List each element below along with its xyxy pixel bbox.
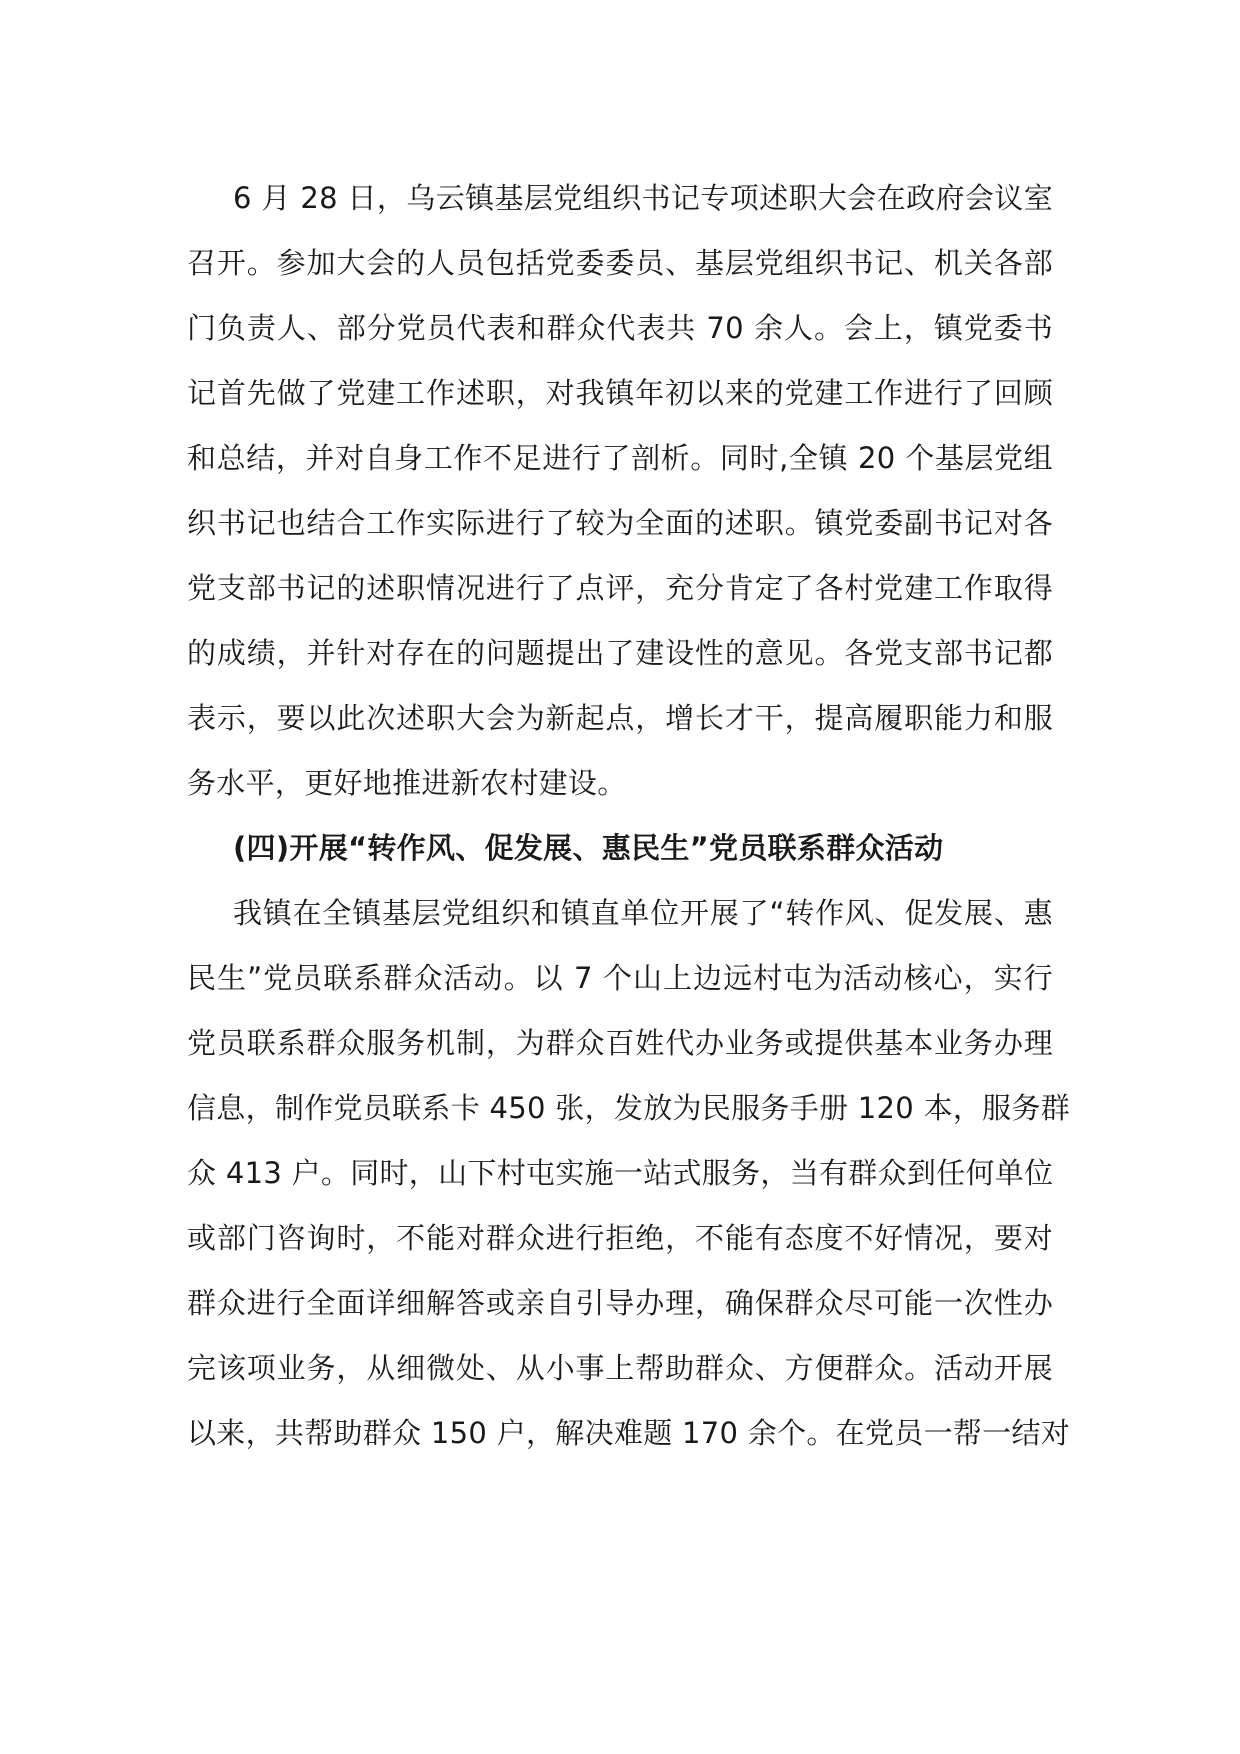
text-line: 记首先做了党建工作述职，对我镇年初以来的党建工作进行了回顾 xyxy=(187,376,1053,410)
text-line: 召开。参加大会的人员包括党委委员、基层党组织书记、机关各部 xyxy=(187,246,1053,280)
text-line: 众 413 户。同时，山下村屯实施一站式服务，当有群众到任何单位 xyxy=(187,1156,1054,1190)
text-line: 织书记也结合工作实际进行了较为全面的述职。镇党委副书记对各 xyxy=(187,506,1053,540)
section-heading: (四)开展“转作风、促发展、惠民生”党员联系群众活动 xyxy=(233,831,944,865)
text-line: 或部门咨询时，不能对群众进行拒绝，不能有态度不好情况，要对 xyxy=(187,1221,1053,1255)
text-line: 和总结，并对自身工作不足进行了剖析。同时,全镇 20 个基层党组 xyxy=(187,441,1053,475)
text-line: 务水平，更好地推进新农村建设。 xyxy=(187,766,627,800)
text-line: 6 月 28 日，乌云镇基层党组织书记专项述职大会在政府会议室 xyxy=(233,181,1053,215)
paragraph-meeting xyxy=(187,166,1053,816)
paragraph-activity xyxy=(187,881,1071,1466)
text-line: 门负责人、部分党员代表和群众代表共 70 余人。会上，镇党委书 xyxy=(187,311,1053,345)
text-line: 党支部书记的述职情况进行了点评，充分肯定了各村党建工作取得 xyxy=(187,571,1053,605)
text-line: 的成绩，并针对存在的问题提出了建设性的意见。各党支部书记都 xyxy=(187,636,1053,670)
text-line: 党员联系群众服务机制，为群众百姓代办业务或提供基本业务办理 xyxy=(187,1026,1053,1060)
text-line: 完该项业务，从细微处、从小事上帮助群众、方便群众。活动开展 xyxy=(187,1351,1053,1385)
text-line: 我镇在全镇基层党组织和镇直单位开展了“转作风、促发展、惠 xyxy=(233,896,1053,930)
text-line: 群众进行全面详细解答或亲自引导办理，确保群众尽可能一次性办 xyxy=(187,1286,1053,1320)
text-line: 表示，要以此次述职大会为新起点，增长才干，提高履职能力和服 xyxy=(187,701,1053,735)
text-line: 以来，共帮助群众 150 户，解决难题 170 余个。在党员一帮一结对 xyxy=(187,1416,1071,1450)
text-line: 信息，制作党员联系卡 450 张，发放为民服务手册 120 本，服务群 xyxy=(187,1091,1071,1125)
document-page xyxy=(187,166,1071,1466)
text-line: 民生”党员联系群众活动。以 7 个山上边远村屯为活动核心，实行 xyxy=(187,961,1053,995)
